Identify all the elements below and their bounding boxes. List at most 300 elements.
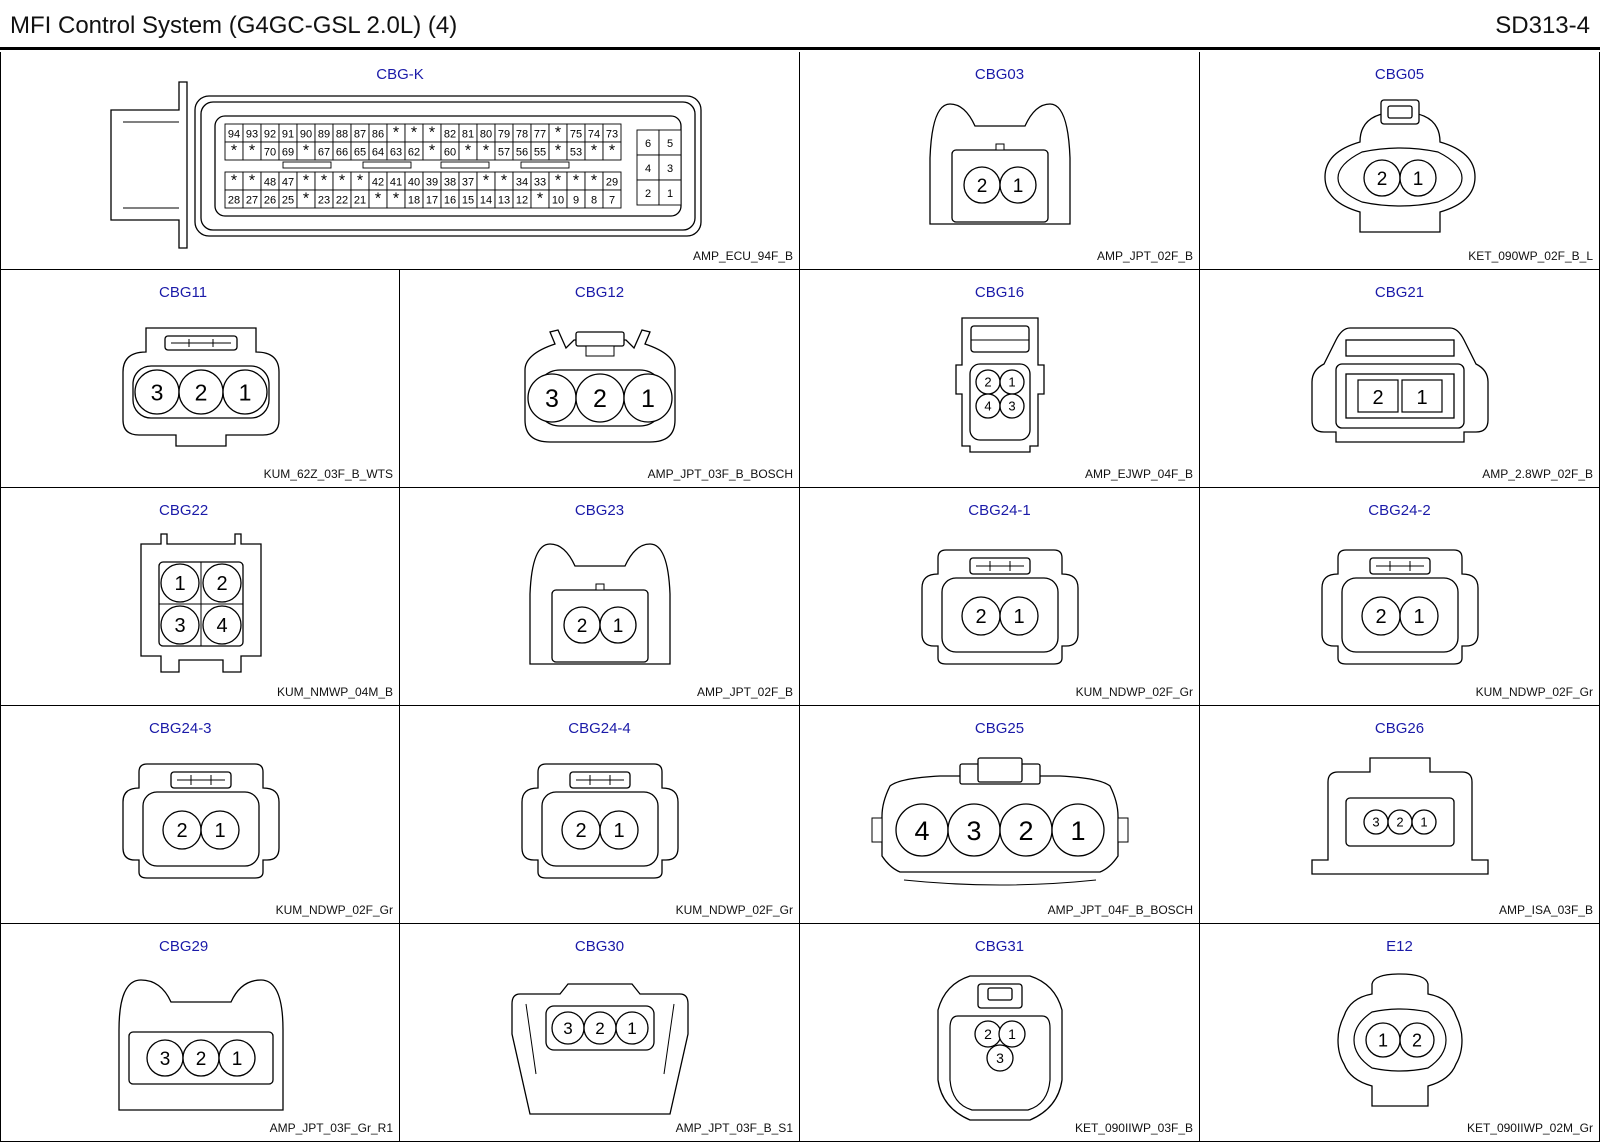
ecu-pin-label: 79 [497, 128, 511, 141]
pin-1 [1000, 370, 1024, 394]
ecu-pin-label: * [230, 172, 238, 190]
ecu-pin-label: 39 [425, 176, 439, 189]
ecu-pin-cell [441, 172, 459, 190]
pin-2 [1364, 160, 1400, 196]
ecu-pin-label: 86 [371, 128, 385, 141]
ecu-pin-label: 34 [515, 176, 529, 189]
pin-label: 3 [966, 815, 982, 846]
ecu-pin-cell [603, 124, 621, 142]
connector-name: CBG24-1 [968, 502, 1031, 519]
ecu-pin-label: * [356, 172, 364, 190]
ecu-pin-label: 57 [497, 146, 511, 159]
ecu-pin-cell [423, 124, 441, 142]
ecu-pin-label: * [464, 142, 472, 160]
connector-diagram [400, 488, 800, 706]
ecu-pin-label: 65 [353, 146, 367, 159]
pin-label: 1 [1013, 606, 1025, 629]
ecu-pin-cell [513, 142, 531, 160]
ecu-pin-label: 56 [515, 146, 529, 159]
ecu-pin-cell [315, 124, 333, 142]
pin-1 [1400, 160, 1436, 196]
connector-cell-cbg-k [0, 52, 800, 270]
connector-cell-cbg25 [800, 706, 1200, 924]
pin-3 [161, 606, 199, 644]
ecu-pin-label: 92 [263, 128, 277, 141]
ecu-pin-cell [297, 172, 315, 190]
ecu-pin-label: 18 [407, 194, 421, 207]
ecu-pin-cell [513, 190, 531, 208]
connector-type: KUM_NDWP_02F_Gr [275, 903, 393, 917]
ecu-pin-cell [297, 142, 315, 160]
pin-label: 2 [216, 573, 228, 596]
ecu-pin-label: 82 [443, 128, 457, 141]
connector-name: CBG23 [574, 502, 625, 519]
ecu-pin-label: 12 [515, 194, 529, 207]
ecu-pin-cell [351, 142, 369, 160]
ecu-side-label: 6 [644, 138, 652, 150]
pin-3 [1364, 810, 1388, 834]
pin-2 [964, 167, 1000, 203]
ecu-pin-label: 8 [590, 194, 598, 207]
pin-label: 2 [1375, 606, 1387, 629]
ecu-pin-label: 42 [371, 176, 385, 189]
page-title: MFI Control System (G4GC-GSL 2.0L) (4) [10, 12, 458, 39]
pin-label: 1 [641, 385, 655, 414]
ecu-pin-cell [477, 142, 495, 160]
ecu-pin-label: 25 [281, 194, 295, 207]
connector-diagram [400, 706, 800, 924]
connector-cell-cbg03 [800, 52, 1200, 270]
pin-label: 1 [613, 820, 625, 843]
connector-name: CBG22 [159, 502, 209, 519]
ecu-pin-cell [387, 142, 405, 160]
pin-3 [948, 804, 1000, 856]
page-code: SD313-4 [1495, 12, 1590, 39]
ecu-side-label: 1 [666, 188, 674, 200]
ecu-pin-cell [225, 142, 243, 160]
ecu-pin-cell [567, 190, 585, 208]
connector-type: AMP_EJWP_04F_B [1084, 467, 1193, 481]
connector-type: KUM_62Z_03F_B_WTS [263, 467, 393, 481]
ecu-pin-cell [261, 124, 279, 142]
pin-label: 1 [1070, 815, 1086, 846]
ecu-side-pin [659, 155, 681, 180]
connector-diagram [1, 924, 401, 1142]
ecu-pin-cell [369, 190, 387, 208]
ecu-pin-cell [405, 142, 423, 160]
connector-name: CBG21 [1374, 284, 1425, 301]
ecu-pin-cell [351, 124, 369, 142]
ecu-pin-cell [531, 172, 549, 190]
ecu-pin-label: * [590, 172, 598, 190]
ecu-pin-label: * [392, 190, 400, 208]
pin-label: 3 [159, 1048, 171, 1070]
ecu-pin-cell [531, 190, 549, 208]
side-lug [872, 818, 882, 842]
connector-name: CBG05 [1374, 66, 1425, 83]
key-tab [996, 144, 1004, 150]
pin-label: 4 [984, 398, 992, 414]
pin-label: 4 [216, 615, 228, 638]
ecu-pin-cell [513, 124, 531, 142]
ecu-pin-cell [603, 190, 621, 208]
connector-cell-cbg12 [400, 270, 800, 488]
ecu-pin-label: 23 [317, 194, 331, 207]
ecu-pin-label: * [230, 142, 238, 160]
ecu-pin-label: * [302, 142, 310, 160]
ecu-pin-cell [279, 124, 297, 142]
pin-2 [584, 1012, 616, 1044]
pin-label: 3 [1008, 398, 1016, 414]
connector-type: AMP_JPT_03F_Gr_R1 [269, 1121, 393, 1135]
ecu-key [441, 162, 489, 168]
ecu-pin-label: 7 [608, 194, 616, 207]
pin-label: 2 [194, 379, 208, 406]
connector-latch [978, 758, 1022, 782]
connector-diagram [1, 52, 801, 270]
ecu-pin-label: * [554, 172, 562, 190]
ecu-pin-label: * [248, 142, 256, 160]
ecu-pin-label: * [572, 172, 580, 190]
ecu-pin-cell [225, 190, 243, 208]
ecu-pin-label: 74 [587, 128, 601, 141]
pin-label: 1 [1416, 387, 1428, 409]
ecu-pin-cell [495, 190, 513, 208]
ecu-pin-label: * [302, 172, 310, 190]
connector-type: AMP_JPT_04F_B_BOSCH [1047, 903, 1193, 917]
pin-1 [1052, 804, 1104, 856]
ecu-pin-cell [405, 190, 423, 208]
ecu-pin-cell [459, 124, 477, 142]
ecu-pin-cell [585, 190, 603, 208]
ecu-pin-label: 9 [572, 194, 580, 207]
pin-1 [600, 607, 636, 643]
connector-type: AMP_2.8WP_02F_B [1482, 467, 1593, 481]
connector-cell-cbg23 [400, 488, 800, 706]
connector-latch [576, 332, 624, 346]
pin-label: 2 [1396, 814, 1404, 830]
ecu-pin-cell [387, 172, 405, 190]
ecu-pin-label: * [554, 124, 562, 142]
pin-label: 2 [984, 374, 992, 390]
pin-4 [203, 606, 241, 644]
connector-type: KUM_NDWP_02F_Gr [675, 903, 793, 917]
pin-label: 3 [545, 385, 559, 414]
ecu-side-pin [637, 155, 659, 180]
ecu-pin-label: 69 [281, 146, 295, 159]
connector-diagram [800, 52, 1200, 270]
pin-2 [1000, 804, 1052, 856]
ecu-pin-cell [531, 142, 549, 160]
connector-housing [111, 82, 187, 248]
pin-label: 2 [1376, 168, 1388, 190]
ecu-pin-cell [495, 124, 513, 142]
latch-base [586, 346, 614, 356]
connector-cell-e12 [1200, 924, 1600, 1142]
ecu-pin-label: 63 [389, 146, 403, 159]
ecu-pin-label: 16 [443, 194, 457, 207]
pin-label: 1 [174, 573, 186, 596]
connector-grid [0, 52, 1600, 1143]
connector-cell-cbg30 [400, 924, 800, 1142]
ecu-pin-cell [315, 190, 333, 208]
pin-3 [1000, 394, 1024, 418]
ecu-key [521, 162, 569, 168]
ecu-pin-cell [243, 142, 261, 160]
ecu-pin-cell [549, 124, 567, 142]
pin-1 [201, 811, 239, 849]
pin-label: 1 [231, 1048, 243, 1070]
connector-latch [1388, 106, 1412, 118]
ecu-pin-label: * [428, 124, 436, 142]
pin-label: 3 [1372, 814, 1380, 830]
ecu-pin-cell [603, 172, 621, 190]
connector-diagram [1200, 52, 1600, 270]
ecu-pin-label: 41 [389, 176, 403, 189]
ecu-pin-label: 60 [443, 146, 457, 159]
ecu-pin-cell [531, 124, 549, 142]
ecu-pin-label: * [590, 142, 598, 160]
ecu-pin-label: 91 [281, 128, 295, 141]
connector-latch [1346, 340, 1454, 356]
pin-3 [135, 370, 179, 414]
pin-2 [962, 597, 1000, 635]
seal-line [904, 880, 1096, 885]
pin-2 [564, 607, 600, 643]
pin-label: 2 [576, 615, 588, 637]
pin-1 [1000, 597, 1038, 635]
ecu-pin-label: 89 [317, 128, 331, 141]
ecu-pin-label: 77 [533, 128, 547, 141]
ecu-pin-cell [333, 142, 351, 160]
pin-1 [1366, 1023, 1400, 1057]
pin-3 [552, 1012, 584, 1044]
ecu-pin-label: 22 [335, 194, 349, 207]
pin-label: 2 [1411, 1030, 1423, 1051]
pin-1 [223, 370, 267, 414]
connector-diagram [1, 488, 401, 706]
pin-label: 1 [1012, 175, 1024, 197]
ecu-pin-cell [243, 124, 261, 142]
ecu-pin-cell [459, 190, 477, 208]
ecu-side-label: 2 [644, 188, 652, 200]
ecu-pin-cell [405, 172, 423, 190]
ecu-pin-label: 87 [353, 128, 367, 141]
connector-diagram [1200, 488, 1600, 706]
connector-name: E12 [1386, 938, 1413, 955]
ecu-pin-cell [513, 172, 531, 190]
ecu-pin-label: * [482, 172, 490, 190]
pin-2 [203, 564, 241, 602]
pin-2 [179, 370, 223, 414]
pin-label: 2 [1372, 387, 1384, 409]
connector-name: CBG31 [974, 938, 1025, 955]
connector-cell-cbg24-2 [1200, 488, 1600, 706]
connector-cell-cbg24-4 [400, 706, 800, 924]
key-tab [596, 584, 604, 590]
ecu-pin-cell [423, 142, 441, 160]
ecu-side-label: 4 [644, 163, 652, 175]
ecu-pin-label: 94 [227, 128, 241, 141]
connector-cell-cbg21 [1200, 270, 1600, 488]
ecu-pin-cell [297, 190, 315, 208]
pin-1 [161, 564, 199, 602]
pin-label: 2 [575, 820, 587, 843]
connector-latch [971, 326, 1029, 352]
pin-label: 3 [150, 379, 164, 406]
ecu-pin-cell [387, 124, 405, 142]
connector-name: CBG12 [574, 284, 625, 301]
ecu-pin-label: 53 [569, 146, 583, 159]
ecu-pin-label: 75 [569, 128, 583, 141]
connector-diagram [1200, 924, 1600, 1142]
pin-label: 2 [593, 385, 607, 414]
connector-name: CBG03 [974, 66, 1025, 83]
ecu-pin-label: 15 [461, 194, 475, 207]
ecu-pin-label: 93 [245, 128, 259, 141]
ecu-pin-cell [585, 172, 603, 190]
ecu-pin-cell [423, 190, 441, 208]
pin-label: 2 [975, 606, 987, 629]
ecu-pin-cell [567, 172, 585, 190]
connector-diagram [800, 924, 1200, 1142]
pin-label: 2 [595, 1019, 605, 1039]
ecu-side-label: 3 [666, 163, 674, 175]
connector-name: CBG24-2 [1368, 502, 1431, 519]
ecu-pin-label: 21 [353, 194, 367, 207]
connector-diagram [1, 706, 401, 924]
side-lug [1118, 818, 1128, 842]
ecu-pin-cell [441, 190, 459, 208]
ecu-pin-cell [351, 190, 369, 208]
ecu-pin-cell [369, 172, 387, 190]
ecu-pin-label: 13 [497, 194, 511, 207]
connector-name: CBG24-3 [149, 720, 212, 737]
pin-label: 3 [563, 1019, 573, 1039]
ecu-pin-label: * [302, 190, 310, 208]
connector-diagram [1200, 270, 1600, 488]
connector-cell-cbg22 [0, 488, 400, 706]
connector-type: AMP_ECU_94F_B [692, 249, 793, 263]
pin-label: 1 [627, 1019, 637, 1039]
ecu-pin-cell [441, 142, 459, 160]
connector-cell-cbg11 [0, 270, 400, 488]
ecu-pin-cell [459, 142, 477, 160]
connector-diagram [400, 924, 800, 1142]
pin-label: 4 [914, 815, 930, 846]
pin-4 [896, 804, 948, 856]
ecu-pin-label: 73 [605, 128, 619, 141]
ecu-pin-cell [369, 142, 387, 160]
ecu-pin-label: 62 [407, 146, 421, 159]
ecu-pin-cell [585, 142, 603, 160]
ecu-pin-label: 40 [407, 176, 421, 189]
pin-2 [975, 1021, 1001, 1047]
ecu-pin-cell [459, 172, 477, 190]
pin-2 [1400, 1023, 1434, 1057]
pin-2 [976, 370, 1000, 394]
ecu-pin-label: * [482, 142, 490, 160]
ecu-pin-label: * [374, 190, 382, 208]
ecu-pin-label: * [248, 172, 256, 190]
ecu-pin-cell [243, 190, 261, 208]
ecu-pin-cell [333, 172, 351, 190]
pin-label: 1 [1008, 374, 1016, 390]
ecu-key [363, 162, 411, 168]
ecu-pin-label: 17 [425, 194, 439, 207]
ecu-pin-cell [477, 190, 495, 208]
ecu-side-pin [637, 180, 659, 205]
ecu-pin-cell [387, 190, 405, 208]
connector-diagram [400, 270, 800, 488]
ecu-pin-cell [405, 124, 423, 142]
ecu-pin-cell [243, 172, 261, 190]
ecu-pin-cell [477, 124, 495, 142]
ecu-side-label: 5 [666, 138, 674, 150]
ecu-pin-cell [315, 172, 333, 190]
pin-2 [183, 1040, 219, 1076]
connector-diagram [1200, 706, 1600, 924]
ecu-pin-label: * [428, 142, 436, 160]
ecu-pin-cell [261, 142, 279, 160]
ecu-side-pin [637, 130, 659, 155]
page-header [0, 0, 1600, 50]
pin-label: 1 [612, 615, 624, 637]
connector-type: AMP_JPT_02F_B [1096, 249, 1193, 263]
pin-3 [147, 1040, 183, 1076]
pin-label: 1 [1412, 168, 1424, 190]
ecu-pin-label: 37 [461, 176, 475, 189]
connector-type: AMP_ISA_03F_B [1498, 903, 1593, 917]
ecu-pin-label: * [410, 124, 418, 142]
connector-name: CBG16 [974, 284, 1025, 301]
ecu-pin-cell [369, 124, 387, 142]
connector-cell-cbg05 [1200, 52, 1600, 270]
ecu-pin-label: 55 [533, 146, 547, 159]
pin-1 [1412, 810, 1436, 834]
pin-label: 1 [238, 379, 252, 406]
ecu-side-pin [659, 130, 681, 155]
ecu-pin-label: 88 [335, 128, 349, 141]
connector-type: KET_090IIWP_02M_Gr [1466, 1121, 1593, 1135]
connector-name: CBG29 [159, 938, 209, 955]
pin-1 [1400, 597, 1438, 635]
ecu-pin-label: 66 [335, 146, 349, 159]
pin-1 [616, 1012, 648, 1044]
ecu-pin-cell [423, 172, 441, 190]
pin-3 [987, 1045, 1013, 1071]
connector-diagram [800, 706, 1200, 924]
connector-type: KUM_NDWP_02F_Gr [1075, 685, 1193, 699]
ecu-pin-label: 64 [371, 146, 385, 159]
ecu-pin-label: 70 [263, 146, 277, 159]
ecu-pin-label: 26 [263, 194, 277, 207]
connector-name: CBG26 [1374, 720, 1425, 737]
ecu-pin-label: 27 [245, 194, 259, 207]
ecu-pin-label: 81 [461, 128, 475, 141]
ecu-pin-cell [549, 190, 567, 208]
pin-label: 1 [214, 820, 226, 843]
ecu-pin-cell [585, 124, 603, 142]
ecu-pin-label: * [554, 142, 562, 160]
ecu-pin-label: 90 [299, 128, 313, 141]
pin-label: 2 [976, 175, 988, 197]
ecu-pin-label: * [500, 172, 508, 190]
ecu-pin-cell [495, 172, 513, 190]
connector-name: CBG24-4 [568, 720, 631, 737]
pin-2 [1358, 380, 1398, 412]
connector-type: KUM_NMWP_04M_B [276, 685, 393, 699]
